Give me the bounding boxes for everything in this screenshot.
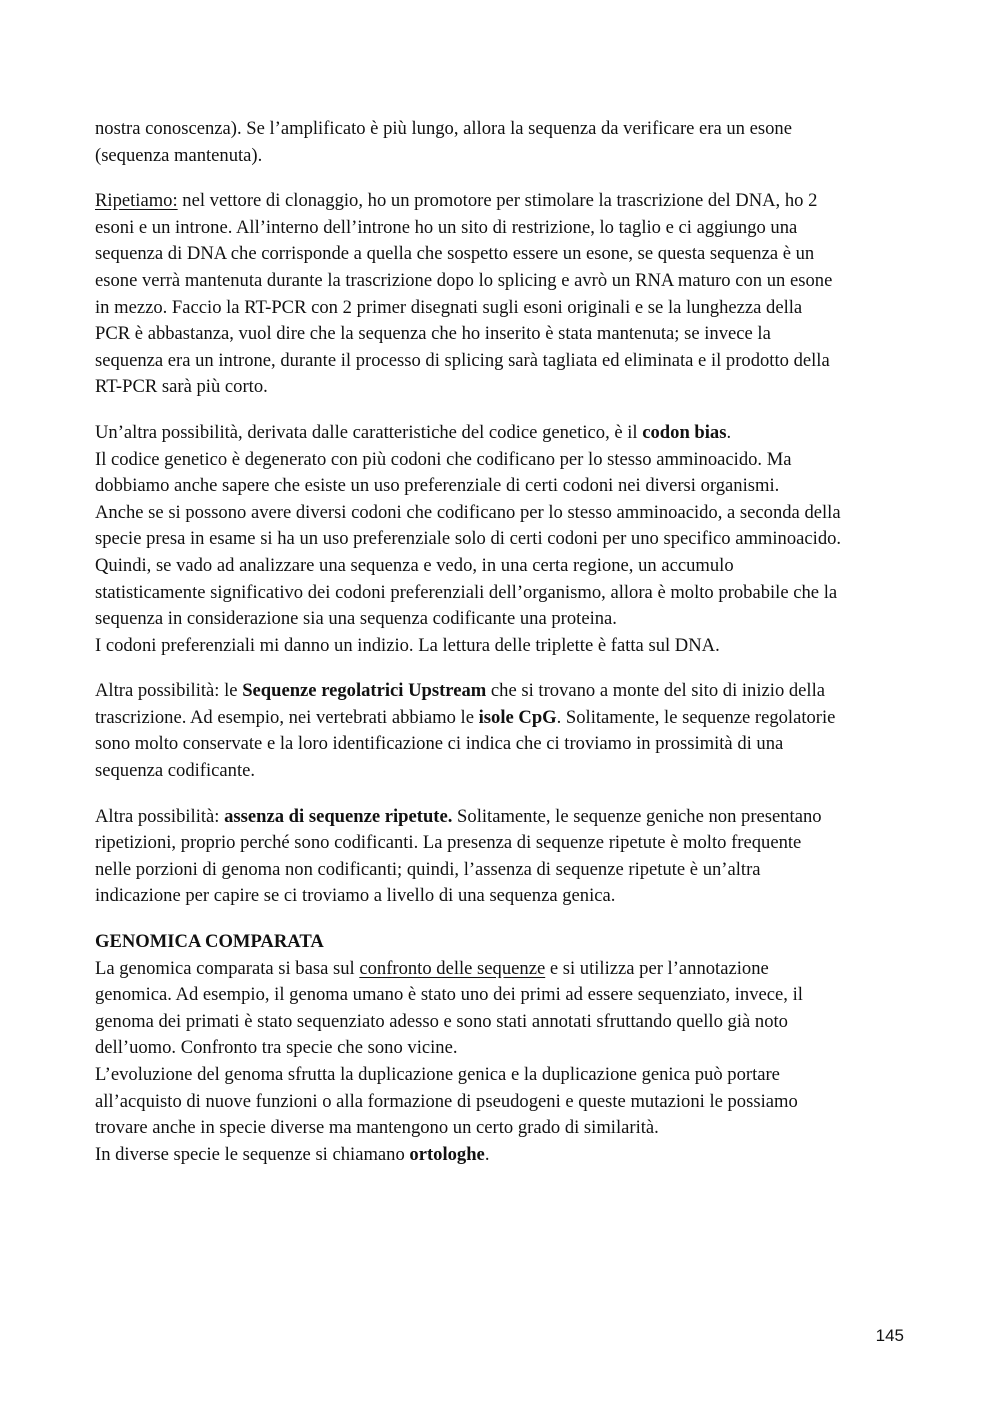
text-span: e si utilizza per l’annotazione [545, 957, 769, 979]
paragraph-amplification [95, 116, 910, 169]
text-span: La genomica comparata si basa sul [95, 957, 360, 979]
text-line: indicazione per capire se ci troviamo a livello di una sequenza genica. [95, 885, 616, 907]
text-line [95, 705, 910, 732]
text-line: Quindi, se vado ad analizzare una sequenza e vedo, in una certa regione, un accumulo [95, 554, 734, 576]
text-line: Il codice genetico è degenerato con più codoni che codificano per lo stesso amminoacido. Ma [95, 448, 792, 470]
text-line: genomica. Ad esempio, il genoma umano è stato uno dei primi ad essere sequenziato, invece, il [95, 984, 803, 1006]
text-line: all’acquisto di nuove funzioni o alla formazione di pseudogeni e queste mutazioni le possiamo [95, 1090, 798, 1112]
text-line: RT-PCR sarà più corto. [95, 376, 268, 398]
text-line: sequenza in considerazione sia una sequenza codificante una proteina. [95, 608, 617, 630]
paragraph-repeats [95, 804, 910, 910]
text-line: sequenza era un introne, durante il processo di splicing sarà tagliata ed eliminata e il prodotto della [95, 349, 830, 371]
document-page [95, 116, 910, 1168]
text-line [95, 420, 910, 447]
text-line: statisticamente significativo dei codoni preferenziali dell’organismo, allora è molto probabile che la [95, 581, 838, 603]
text-line: (sequenza mantenuta). [95, 144, 263, 166]
text-span: Altra possibilità: le [95, 680, 243, 702]
text-span: . Solitamente, le sequenze regolatorie [556, 706, 836, 728]
term-cpg-islands: isole CpG [478, 706, 557, 728]
text-line: dell’uomo. Confronto tra specie che sono vicine. [95, 1037, 458, 1059]
text-line [95, 804, 910, 831]
section-comparative-genomics [95, 929, 910, 1168]
text-line: sequenza di DNA che corrisponde a quella che sospetto essere un esone, se questa sequenza è un [95, 243, 815, 265]
text-line: ripetizioni, proprio perché sono codificanti. La presenza di sequenze ripetute è molto frequente [95, 832, 802, 854]
paragraph-codon-bias [95, 420, 910, 659]
text-line: L’evoluzione del genoma sfrutta la duplicazione genica e la duplicazione genica può portare [95, 1064, 780, 1085]
term-upstream-sequences: Sequenze regolatrici Upstream [242, 680, 487, 702]
text-line [95, 1142, 910, 1169]
text-line: Anche se si possono avere diversi codoni che codificano per lo stesso amminoacido, a seconda della [95, 501, 841, 523]
text-span: . [726, 421, 732, 443]
text-line: dobbiamo anche sapere che esiste un uso preferenziale di certi codoni nei diversi organismi. [95, 475, 780, 497]
text-span: . [484, 1143, 490, 1165]
text-line: specie presa in esame si ha un uso preferenziale solo di certi codoni per uno specifico amminoacido. [95, 528, 842, 550]
text-line: trovare anche in specie diverse ma mantengono un certo grado di similarità. [95, 1117, 659, 1139]
term-codon-bias: codon bias [642, 421, 727, 443]
term-orthologs: ortologhe [409, 1143, 485, 1165]
text-line: esoni e un introne. All’interno dell’introne ho un sito di restrizione, lo taglio e ci aggiungo una [95, 216, 798, 238]
text-line: esone verrà mantenuta durante la trascrizione dopo lo splicing e avrò un RNA maturo con un esone [95, 269, 833, 291]
text-line: PCR è abbastanza, vuol dire che la sequenza che ho inserito è stata mantenuta; se invece la [95, 323, 771, 345]
text-span: In diverse specie le sequenze si chiamano [95, 1143, 410, 1165]
text-span: Altra possibilità: [95, 805, 225, 827]
page-number: 145 [875, 1326, 904, 1345]
text-line [95, 678, 910, 705]
paragraph-recap [95, 188, 910, 401]
text-line: genoma dei primati è stato sequenziato adesso e sono stati annotati sfruttando quello già noto [95, 1010, 788, 1032]
paragraph-upstream [95, 678, 910, 784]
text-line: in mezzo. Faccio la RT-PCR con 2 primer disegnati sugli esoni originali e se la lunghezza della [95, 296, 803, 318]
text-span: Un’altra possibilità, derivata dalle caratteristiche del codice genetico, è il [95, 421, 643, 443]
text-span: Solitamente, le sequenze geniche non presentano [452, 805, 822, 827]
text-span: che si trovano a monte del sito di inizio della [486, 680, 826, 702]
text-line: sequenza codificante. [95, 760, 256, 782]
term-sequence-comparison: confronto delle sequenze [359, 957, 546, 979]
text-span: nel vettore di clonaggio, ho un promotore per stimolare la trascrizione del DNA, ho 2 [177, 190, 818, 212]
text-line: I codoni preferenziali mi danno un indizio. La lettura delle triplette è fatta sul DNA. [95, 634, 720, 656]
text-span: trascrizione. Ad esempio, nei vertebrati abbiamo le [95, 706, 479, 728]
section-heading: GENOMICA COMPARATA [95, 931, 324, 953]
term-no-repeats: assenza di sequenze ripetute. [224, 805, 453, 827]
text-line [95, 956, 910, 983]
text-line [95, 188, 910, 215]
text-line: nostra conoscenza). Se l’amplificato è più lungo, allora la sequenza da verificare era un esone [95, 118, 792, 139]
recap-label: Ripetiamo: [95, 190, 178, 212]
text-line: sono molto conservate e la loro identificazione ci indica che ci troviamo in prossimità di una [95, 733, 784, 755]
text-line: nelle porzioni di genoma non codificanti; quindi, l’assenza di sequenze ripetute è un’altra [95, 858, 761, 880]
